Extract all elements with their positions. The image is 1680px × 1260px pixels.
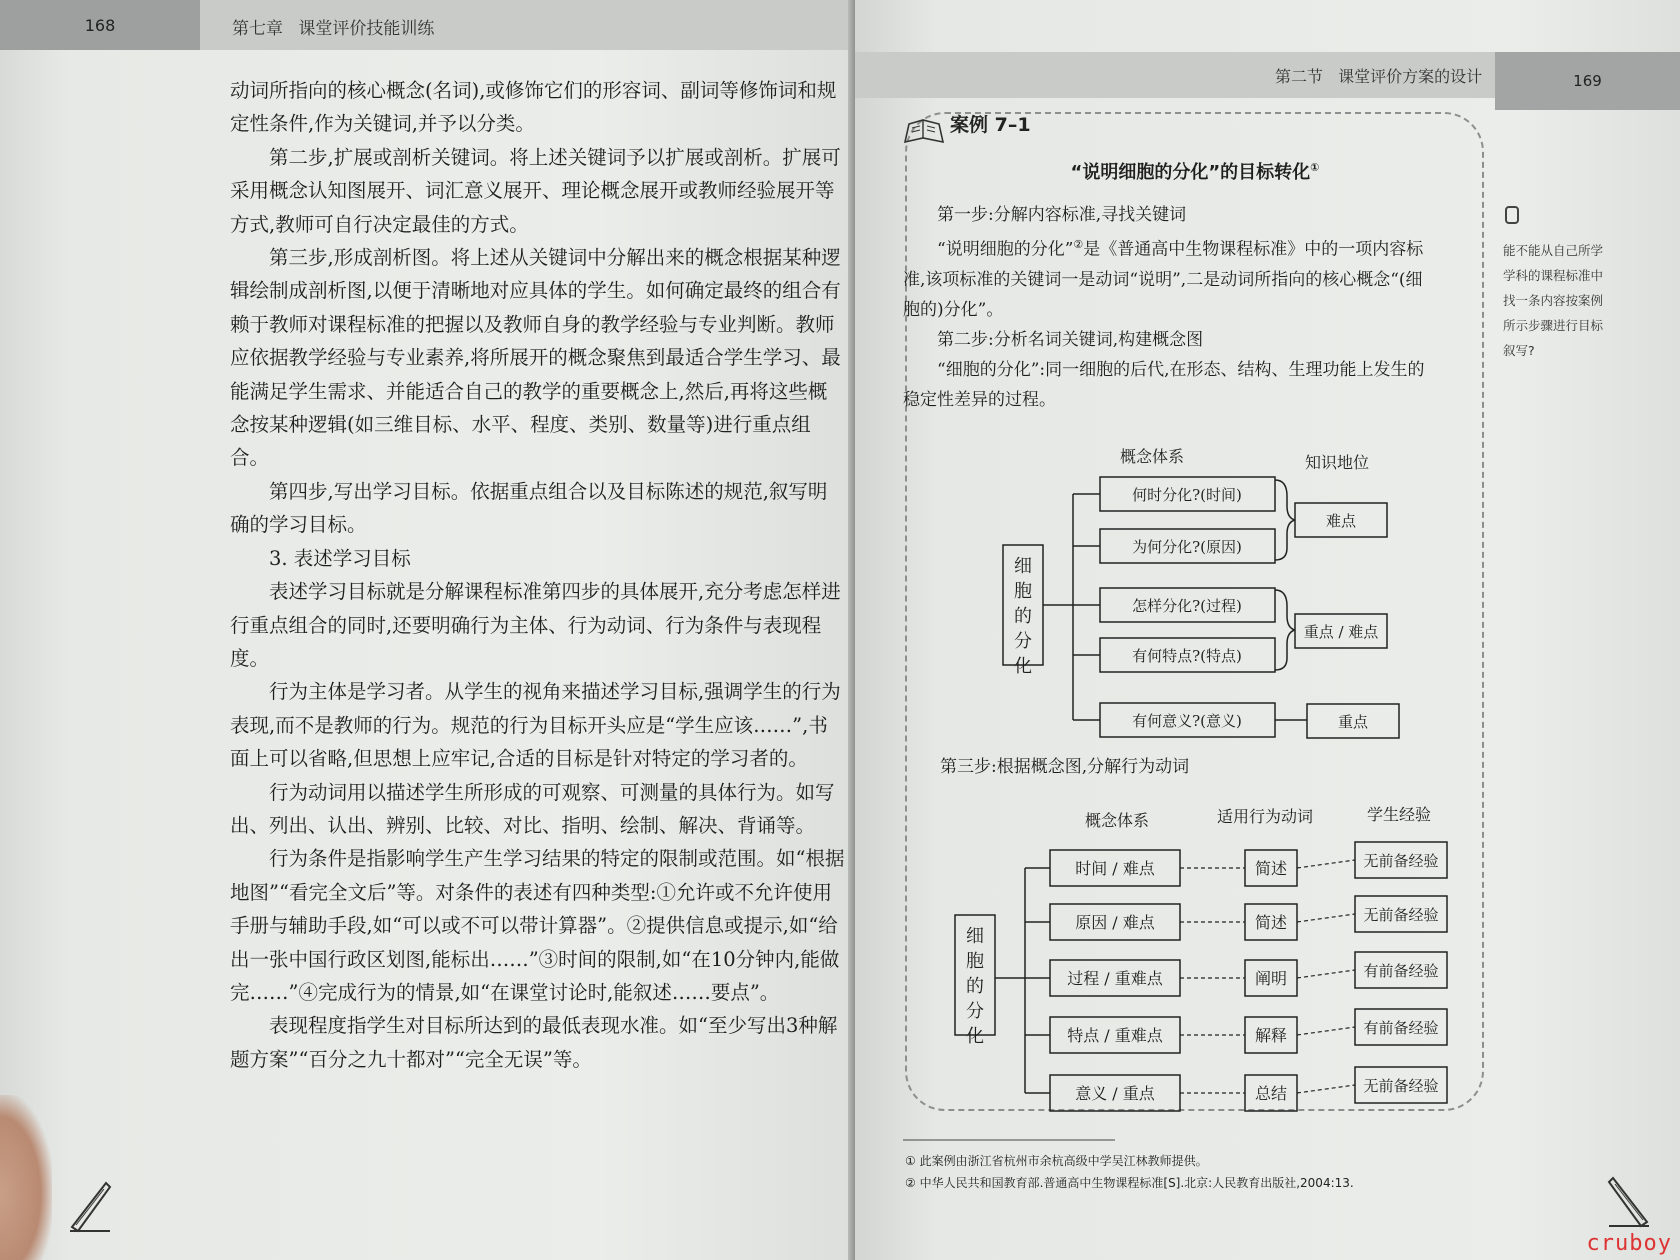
root-char: 化 xyxy=(1014,656,1032,677)
concept-label: 时间 / 难点 xyxy=(1075,859,1155,878)
concept-label: 过程 / 重难点 xyxy=(1067,969,1163,988)
quoted-standard: “说明细胞的分化” xyxy=(937,239,1074,260)
experience-label: 无前备经验 xyxy=(1363,1077,1439,1095)
experience-label: 无前备经验 xyxy=(1363,906,1439,924)
diagram2-col2: 适用行为动词 xyxy=(1217,807,1314,826)
paragraph: 行为动词用以描述学生所形成的可观察、可测量的具体行为。如写出、列出、认出、辨别、比较、对比、指明、绘制、解决、背诵等。 xyxy=(230,780,835,837)
left-body-text xyxy=(230,74,845,1076)
dashed-link xyxy=(1297,1085,1355,1093)
step-heading: 第三步:根据概念图,分解行为动词 xyxy=(940,757,1190,777)
root-char: 的 xyxy=(966,976,984,997)
step-heading: 第二步:分析名词关键词,构建概念图 xyxy=(937,329,1204,350)
brace-1 xyxy=(1275,480,1295,560)
paragraph: 第三步,形成剖析图。将上述从关键词中分解出来的概念根据某种逻辑绘制成剖析图,以便于清晰地对应具体的学生。如何确定最终的组合有赖于教师对课程标准的把握以及教师自身的教学经验与专业判断。教师应依据教学经验与专业素养,将所展开的概念聚焦到最适合学生学习、最能满足学生需求、并能适合自己的教学的重要概念上,然后,再将这些概念按某种逻辑(如三维目标、水平、程度、类别、数量等)进行重点组合。 xyxy=(230,246,841,470)
verb-label: 解释 xyxy=(1254,1026,1288,1045)
diagram2-root-label xyxy=(966,926,984,1047)
concept-label: 有何特点?(特点) xyxy=(1132,647,1242,665)
diagram2-connector xyxy=(995,868,1025,1093)
root-char: 细 xyxy=(966,926,984,947)
verb-label: 简述 xyxy=(1254,913,1288,932)
root-char: 胞 xyxy=(966,951,984,972)
concept-label: 原因 / 难点 xyxy=(1075,913,1155,932)
paragraph: 第二步,扩展或剖析关键词。将上述关键词予以扩展或剖析。扩展可采用概念认知图展开、词汇意义展开、理论概念展开或教师经验展开等方式,教师可自行决定最佳的方式。 xyxy=(230,145,841,236)
status-label: 重点 / 难点 xyxy=(1303,623,1379,641)
paragraph: 行为主体是学习者。从学生的视角来描述学习目标,强调学生的行为表现,而不是教师的行为。规范的行为目标开头应是“学生应该……”,书面上可以省略,但思想上应牢记,合适的目标是针对特定的学习者的。 xyxy=(230,680,841,771)
concept-label: 何时分化?(时间) xyxy=(1132,486,1242,504)
diagram1-connector xyxy=(1043,494,1100,720)
experience-label: 有前备经验 xyxy=(1363,1019,1439,1037)
concept-label: 特点 / 重难点 xyxy=(1067,1026,1163,1045)
verb-label: 总结 xyxy=(1254,1084,1288,1103)
diagram2-col1: 概念体系 xyxy=(1085,811,1150,830)
right-page-number: 169 xyxy=(1495,52,1680,110)
diagram1-root-label xyxy=(1014,556,1032,677)
quill-icon xyxy=(66,1175,114,1235)
step-heading: 第一步:分解内容标准,寻找关键词 xyxy=(937,205,1187,225)
root-char: 化 xyxy=(966,1026,984,1047)
root-char: 的 xyxy=(1014,606,1032,627)
diagram1-col1: 概念体系 xyxy=(1120,447,1185,466)
thumb xyxy=(0,1095,52,1260)
watermark: cruboy xyxy=(1586,1231,1672,1256)
right-header-title: 第二节 课堂评价方案的设计 xyxy=(1275,67,1483,86)
concept-label: 怎样分化?(过程) xyxy=(1132,597,1242,615)
diagram2-col3: 学生经验 xyxy=(1367,805,1432,824)
verb-label: 阐明 xyxy=(1254,969,1288,988)
paragraph-text: 是《普通高中生物课程标准》中的一项内容标准,该项标准的关键词一是动词“说明”,二是动词所指向的核心概念“(细胞的)分化”。 xyxy=(903,239,1424,320)
paragraph: 第四步,写出学习目标。依据重点组合以及目标陈述的规范,叙写明确的学习目标。 xyxy=(230,479,828,537)
section-heading: 3. 表述学习目标 xyxy=(269,546,411,570)
status-label: 重点 xyxy=(1337,713,1369,731)
concept-diagrams xyxy=(855,0,1680,1260)
paragraph: 表述学习目标就是分解课程标准第四步的具体展开,充分考虑怎样进行重点组合的同时,还要明确行为主体、行为动词、行为条件与表现程度。 xyxy=(230,580,841,670)
quill-icon xyxy=(1605,1170,1653,1230)
footnote-ref: ② xyxy=(1073,238,1084,251)
lightbulb-icon xyxy=(1505,206,1519,224)
root-char: 细 xyxy=(1014,556,1032,577)
concept-label: 为何分化?(原因) xyxy=(1132,538,1242,556)
margin-note: 能不能从自己所学学科的课程标准中找一条内容按案例所示步骤进行目标叙写? xyxy=(1503,243,1604,358)
root-char: 分 xyxy=(966,1001,984,1022)
root-char: 胞 xyxy=(1014,581,1032,602)
diagram1-col2: 知识地位 xyxy=(1305,453,1370,472)
dashed-link xyxy=(1297,914,1355,922)
concept-label: 意义 / 重点 xyxy=(1075,1084,1155,1103)
verb-label: 简述 xyxy=(1254,859,1288,878)
concept-label: 有何意义?(意义) xyxy=(1132,712,1242,730)
left-page-number: 168 xyxy=(0,0,200,50)
left-header-title: 第七章 课堂评价技能训练 xyxy=(232,19,435,39)
case-label: 案例 7–1 xyxy=(950,114,1031,136)
footnote: ① 此案例由浙江省杭州市余杭高级中学吴江林教师提供。 xyxy=(905,1154,1208,1168)
case-title-text: “说明细胞的分化”的目标转化 xyxy=(1070,162,1311,183)
dashed-link xyxy=(1297,970,1355,978)
root-char: 分 xyxy=(1014,631,1032,652)
experience-label: 无前备经验 xyxy=(1363,852,1439,870)
right-page xyxy=(855,0,1680,1260)
footnote: ② 中华人民共和国教育部.普通高中生物课程标准[S].北京:人民教育出版社,2004:13. xyxy=(905,1176,1354,1190)
footnotes xyxy=(905,1150,1525,1194)
paragraph: “细胞的分化”:同一细胞的后代,在形态、结构、生理功能上发生的稳定性差异的过程。 xyxy=(903,359,1425,410)
dashed-link xyxy=(1297,1027,1355,1035)
footnote-ref: ① xyxy=(1310,161,1320,174)
status-label: 难点 xyxy=(1325,512,1357,530)
paragraph: 行为条件是指影响学生产生学习结果的特定的限制或范围。如“根据地图”“看完全文后”等。对条件的表述有四种类型:①允许或不允许使用手册与辅助手段,如“可以或不可以带计算器”。②提供信息或提示,如“给出一张中国行政区划图,能标出……”③时间的限制,如“在10分钟内,能做完……”④完成行为的情景,如“在课堂讨论时,能叙述……要点”。 xyxy=(230,847,845,1004)
paragraph: 表现程度指学生对目标所达到的最低表现水准。如“至少写出3种解题方案”“百分之九十都对”“完全无误”等。 xyxy=(230,1014,838,1071)
experience-label: 有前备经验 xyxy=(1363,962,1439,980)
paragraph: 动词所指向的核心概念(名词),或修饰它们的形容词、副词等修饰词和规定性条件,作为关键词,并予以分类。 xyxy=(230,79,837,136)
dashed-link xyxy=(1297,860,1355,868)
brace-2 xyxy=(1275,590,1295,670)
